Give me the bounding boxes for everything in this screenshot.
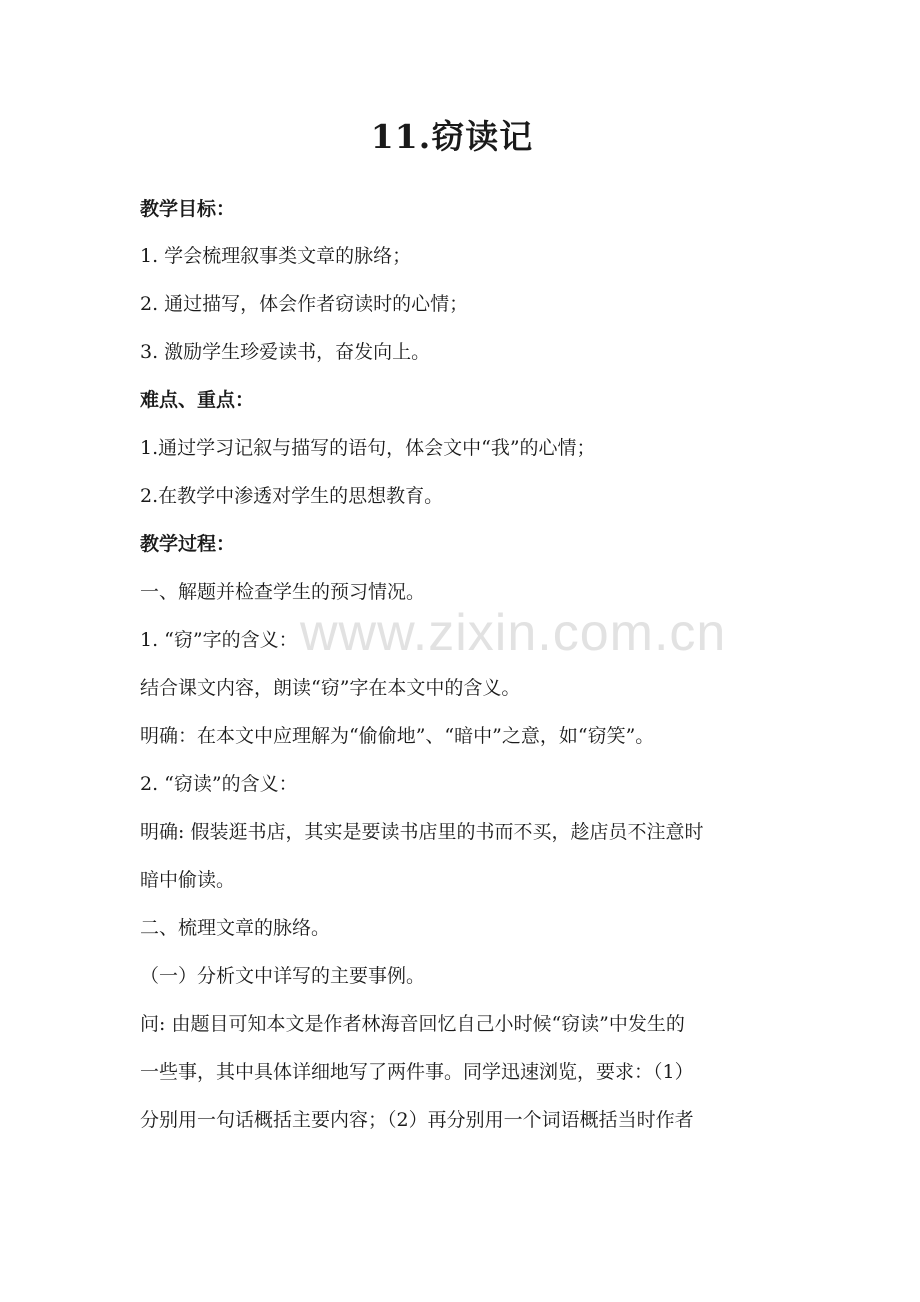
paragraph-line: 2.在教学中渗透对学生的思想教育。 [140, 485, 444, 507]
paragraph-line: （一）分析文中详写的主要事例。 [140, 965, 426, 987]
section-heading-key-points: 难点、重点： [140, 389, 255, 411]
section-heading-objectives: 教学目标： [140, 198, 236, 220]
paragraph-line: 一些事，其中具体详细地写了两件事。同学迅速浏览，要求：（1） [140, 1061, 694, 1083]
paragraph-line: 分别用一句话概括主要内容；（2）再分别用一个词语概括当时作者 [140, 1109, 694, 1131]
paragraph-line: 3. 激励学生珍爱读书，奋发向上。 [140, 341, 431, 363]
paragraph-line: 二、梳理文章的脉络。 [140, 917, 331, 939]
paragraph-line: 1.通过学习记叙与描写的语句，体会文中“我”的心情； [140, 437, 596, 459]
section-heading-process: 教学过程： [140, 533, 236, 555]
paragraph-line: 明确: 假装逛书店，其实是要读书店里的书而不买，趁店员不注意时 [140, 821, 704, 843]
paragraph-line: 一、解题并检查学生的预习情况。 [140, 581, 426, 603]
paragraph-line: 结合课文内容，朗读“窃”字在本文中的含义。 [140, 677, 521, 699]
paragraph-line: 暗中偷读。 [140, 869, 236, 891]
paragraph-line: 1. “窃”字的含义： [140, 629, 298, 651]
paragraph-line: 2. “窃读”的含义： [140, 773, 298, 795]
watermark: www.zixin.com.cn [300, 604, 727, 662]
paragraph-line: 1. 学会梳理叙事类文章的脉络； [140, 245, 412, 267]
paragraph-line: 问: 由题目可知本文是作者林海音回忆自己小时候“窃读”中发生的 [140, 1013, 685, 1035]
paragraph-line: 明确：在本文中应理解为“偷偷地”、“暗中”之意，如“窃笑”。 [140, 725, 655, 747]
document-title: 11.窃读记 [370, 117, 534, 156]
paragraph-line: 2. 通过描写，体会作者窃读时的心情； [140, 293, 469, 315]
